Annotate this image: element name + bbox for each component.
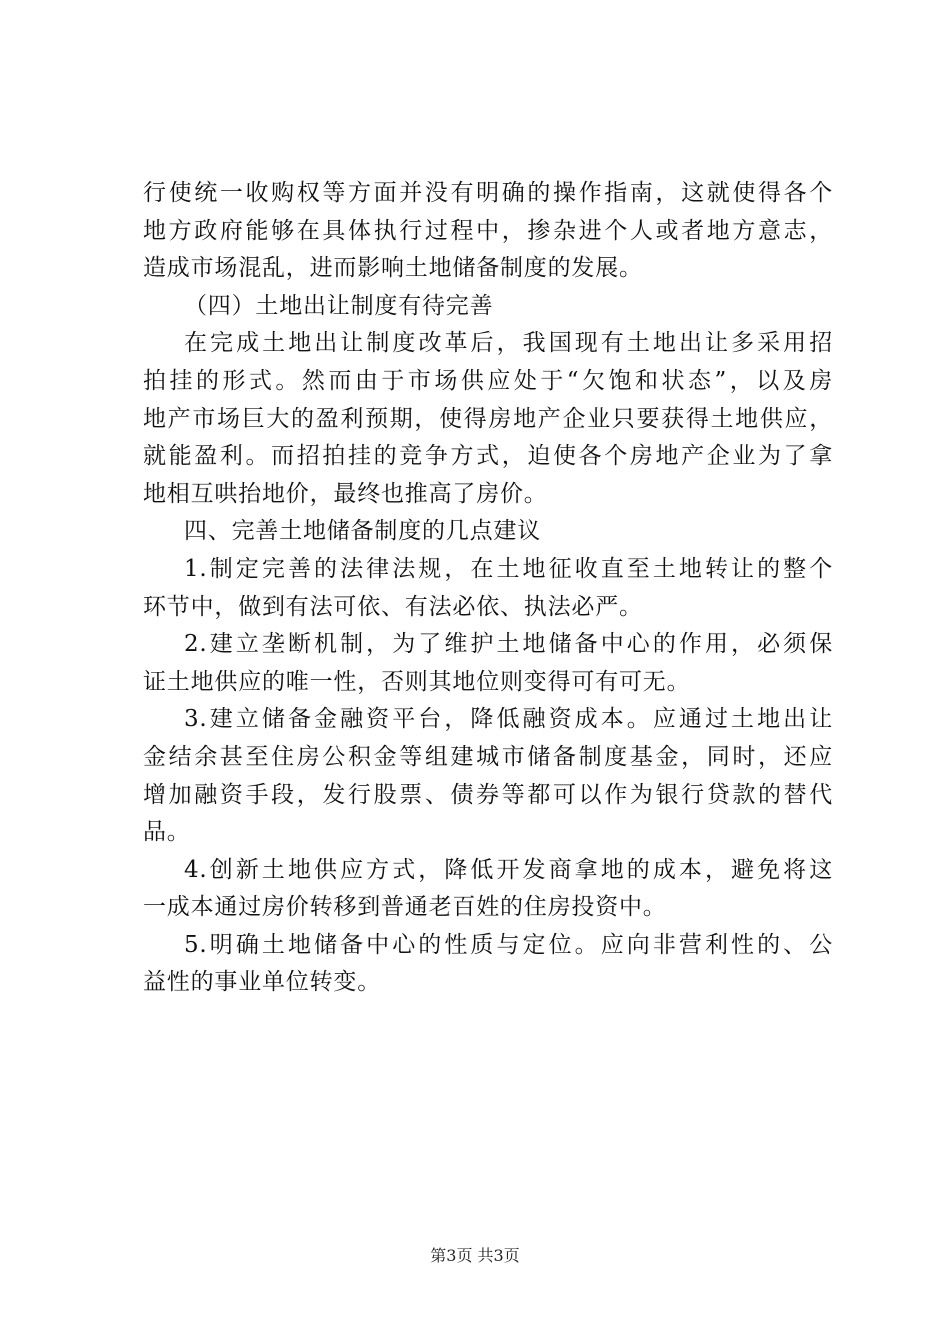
list-item-line: 金结余甚至住房公积金等组建城市储备制度基金，同时，还应 <box>143 743 833 770</box>
list-item-line: 益性的事业单位转变。 <box>143 969 381 996</box>
section-heading: （四）土地出让制度有待完善 <box>184 292 494 319</box>
list-item-line: 1.制定完善的法律法规，在土地征收直至土地转让的整个 <box>184 555 833 582</box>
list-item-line: 证土地供应的唯一性，否则其地位则变得可有可无。 <box>143 668 691 695</box>
paragraph-line: 行使统一收购权等方面并没有明确的操作指南，这就使得各个 <box>143 180 833 206</box>
paragraph-line: 在完成土地出让制度改革后，我国现有土地出让多采用招 <box>184 330 833 357</box>
list-item-line: 环节中，做到有法可依、有法必依、执法必严。 <box>143 593 643 620</box>
list-item-line: 一成本通过房价转移到普通老百姓的住房投资中。 <box>143 894 667 921</box>
list-item-line: 3.建立储备金融资平台，降低融资成本。应通过土地出让 <box>184 706 833 733</box>
document-body <box>143 175 833 1002</box>
paragraph-line: 就能盈利。而招拍挂的竞争方式，迫使各个房地产企业为了拿 <box>143 443 833 470</box>
list-item-line: 4.创新土地供应方式，降低开发商拿地的成本，避免将这 <box>184 856 833 883</box>
paragraph-line: 地方政府能够在具体执行过程中，掺杂进个人或者地方意志， <box>143 217 833 244</box>
paragraph-line: 造成市场混乱，进而影响土地储备制度的发展。 <box>143 255 643 282</box>
page-number-footer: 第3页 共3页 <box>430 1246 520 1265</box>
paragraph-line: 地产市场巨大的盈利预期，使得房地产企业只要获得土地供应， <box>143 405 833 432</box>
list-item-line: 2.建立垄断机制，为了维护土地储备中心的作用，必须保 <box>184 631 833 658</box>
section-heading: 四、完善土地储备制度的几点建议 <box>184 518 541 545</box>
list-item-line: 5.明确土地储备中心的性质与定位。应向非营利性的、公 <box>184 931 833 958</box>
paragraph-line: 地相互哄抬地价，最终也推高了房价。 <box>143 480 548 507</box>
paragraph-line: 拍挂的形式。然而由于市场供应处于“欠饱和状态”，以及房 <box>143 367 833 394</box>
list-item-line: 增加融资手段，发行股票、债券等都可以作为银行贷款的替代 <box>143 781 833 808</box>
list-item-line: 品。 <box>143 819 191 846</box>
